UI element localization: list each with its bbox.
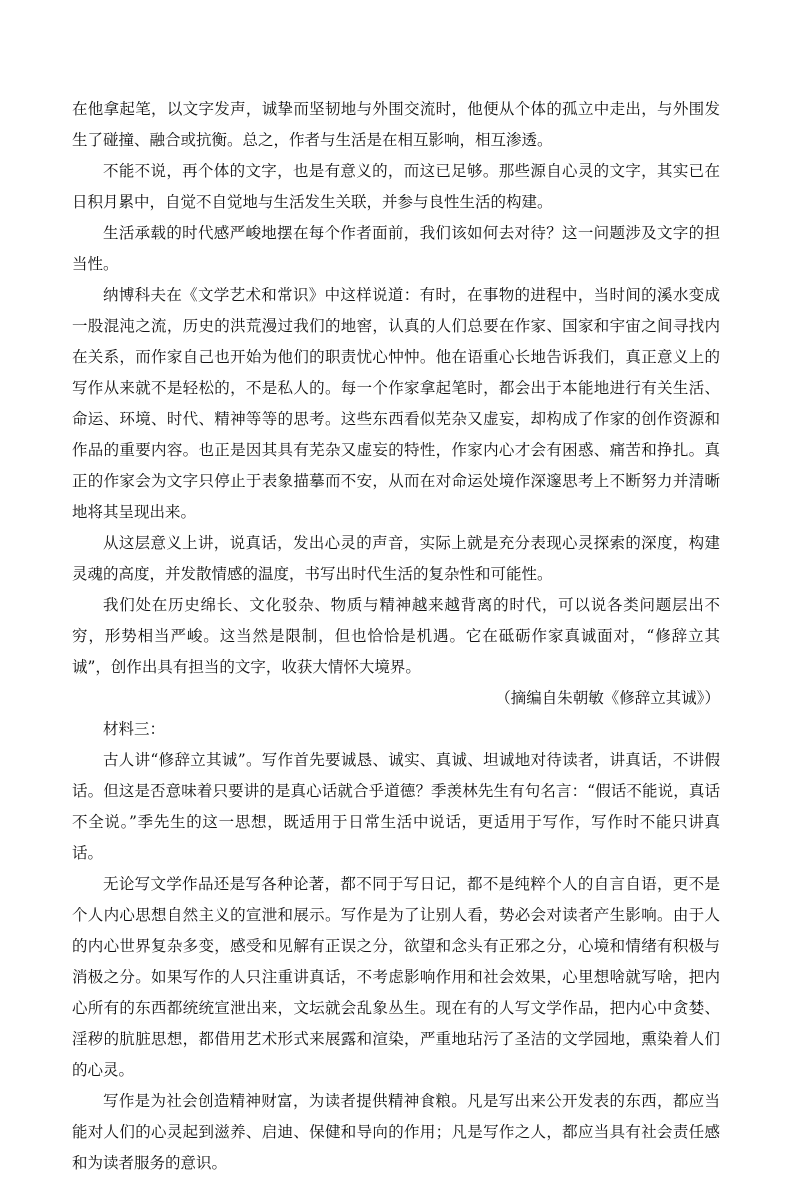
paragraph: 生活承载的时代感严峻地摆在每个作者面前，我们该如何去对待？这一问题涉及文字的担当性。	[72, 224, 720, 273]
paragraph: 古人讲“修辞立其诚”。写作首先要诚恳、诚实、真诚、坦诚地对待读者，讲真话，不讲假话。但这是否意味着只要讲的是真心话就合乎道德？季羡林先生有句名言：“假话不能说，真话不全说。”季先生的这一思想，既适用于日常生活中说话，更适用于写作，写作时不能只讲真话。	[72, 751, 720, 862]
paragraph: 我们处在历史绵长、文化驳杂、物质与精神越来越背离的时代，可以说各类问题层出不穷，形势相当严峻。这当然是限制，但也恰恰是机遇。它在砥砺作家真诚面对，“修辞立其诚”，创作出具有担当的文字，收获大情怀大境界。	[72, 596, 720, 676]
paragraph: 纳博科夫在《文学艺术和常识》中这样说道：有时，在事物的进程中，当时间的溪水变成一股混沌之流，历史的洪荒漫过我们的地窖，认真的人们总要在作家、国家和宇宙之间寻找内在关系，而作家自己也开始为他们的职责忧心忡忡。他在语重心长地告诉我们，真正意义上的写作从来就不是轻松的，不是私人的。每一个作家拿起笔时，都会出于本能地进行有关生活、命运、环境、时代、精神等等的思考。这些东西看似芜杂又虚妄，却构成了作家的创作资源和作品的重要内容。也正是因其具有芜杂又虚妄的特性，作家内心才会有困惑、痛苦和挣扎。真正的作家会为文字只停止于表象描摹而不安，从而在对命运处境作深邃思考上不断努力并清晰地将其呈现出来。	[72, 286, 720, 521]
source-citation: （摘编自朱朝敏《修辞立其诚》）	[495, 689, 720, 707]
paragraph: 从这层意义上讲，说真话，发出心灵的声音，实际上就是充分表现心灵探索的深度，构建灵魂的高度，并发散情感的温度，书写出时代生活的复杂性和可能性。	[72, 534, 720, 583]
document-body	[72, 94, 720, 1179]
paragraph: 不能不说，再个体的文字，也是有意义的，而这已足够。那些源自心灵的文字，其实已在日积月累中，自觉不自觉地与生活发生关联，并参与良性生活的构建。	[72, 162, 720, 211]
paragraph: 写作是为社会创造精神财富，为读者提供精神食粮。凡是写出来公开发表的东西，都应当能对人们的心灵起到滋养、启迪、保健和导向的作用；凡是写作之人，都应当具有社会责任感和为读者服务的意识。	[72, 1092, 720, 1172]
paragraph: 在他拿起笔，以文字发声，诚挚而坚韧地与外围交流时，他便从个体的孤立中走出，与外围发生了碰撞、融合或抗衡。总之，作者与生活是在相互影响，相互渗透。	[72, 100, 720, 149]
paragraph: 无论写文学作品还是写各种论著，都不同于写日记，都不是纯粹个人的自言自语，更不是个人内心思想自然主义的宣泄和展示。写作是为了让别人看，势必会对读者产生影响。由于人的内心世界复杂多变，感受和见解有正误之分，欲望和念头有正邪之分，心境和情绪有积极与消极之分。如果写作的人只注重讲真话，不考虑影响作用和社会效果，心里想啥就写啥，把内心所有的东西都统统宣泄出来，文坛就会乱象丛生。现在有的人写文学作品，把内心中贪婪、淫秽的肮脏思想，都借用艺术形式来展露和渲染，严重地玷污了圣洁的文学园地，熏染着人们的心灵。	[72, 875, 720, 1079]
section-heading: 材料三：	[103, 720, 166, 738]
